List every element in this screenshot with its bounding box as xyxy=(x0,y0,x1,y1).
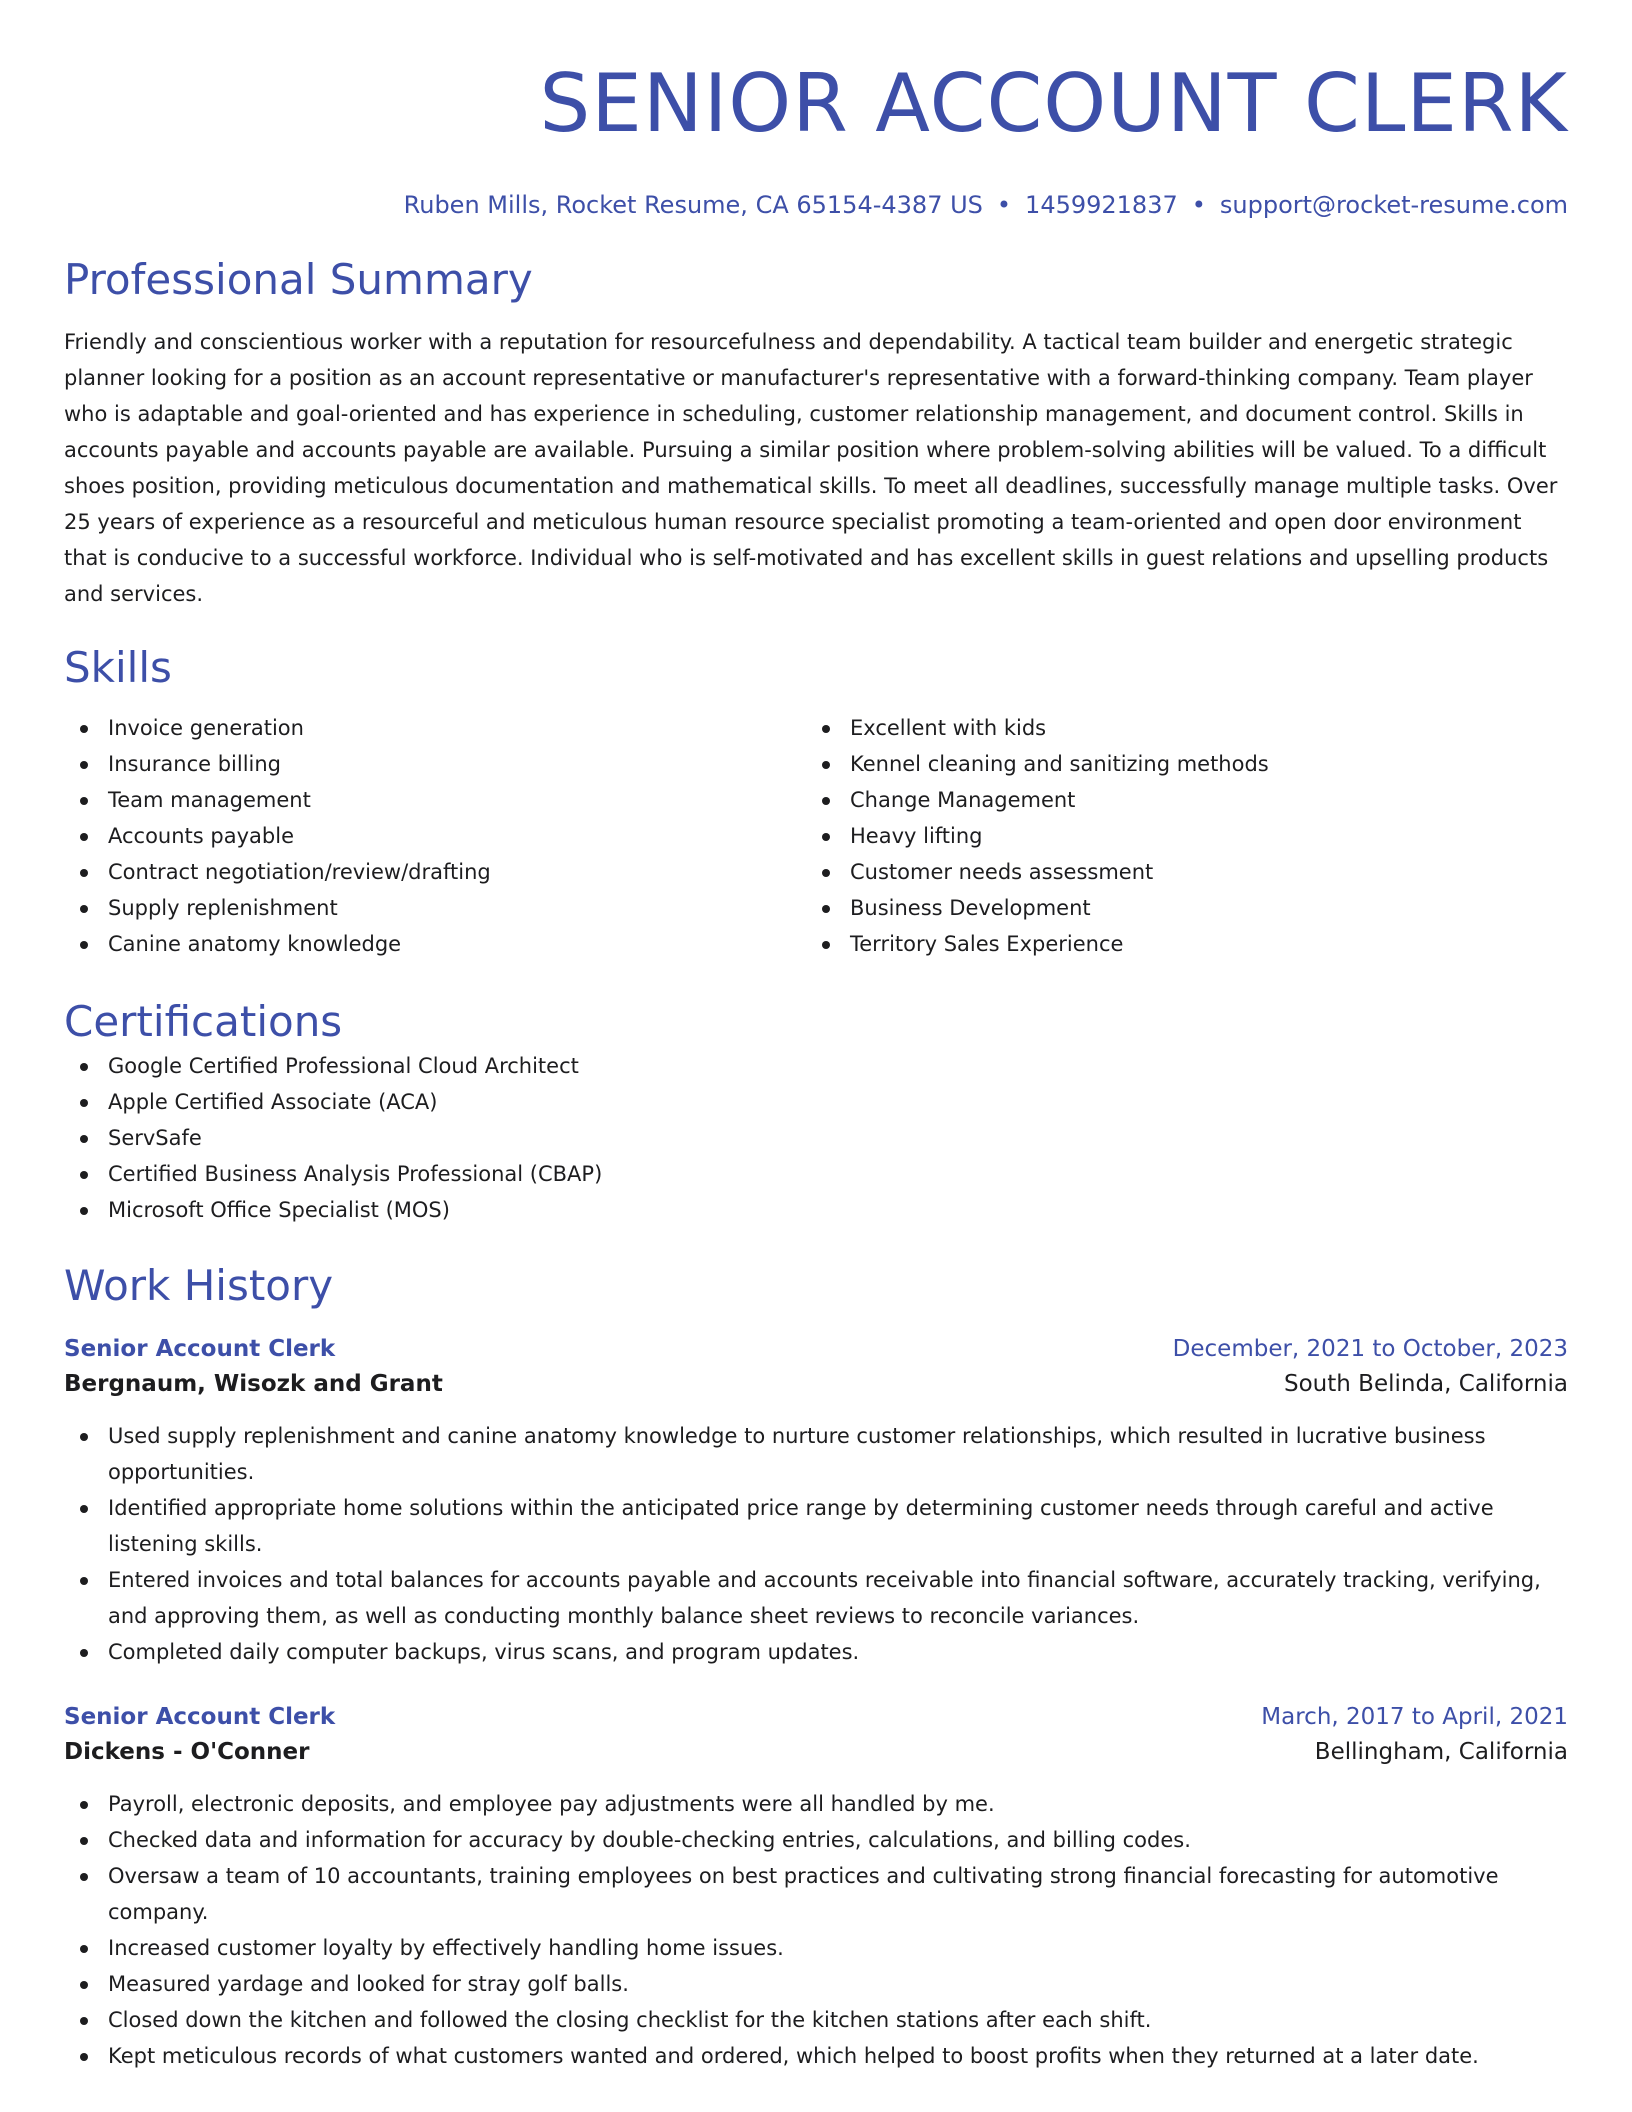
job-bullet: Payroll, electronic deposits, and employee pay adjustments were all handled by me. xyxy=(64,1786,1568,1822)
certifications-heading: Certifications xyxy=(64,997,343,1046)
professional-summary-heading: Professional Summary xyxy=(64,255,533,304)
job-entry xyxy=(64,1332,1568,1670)
skill-item: Insurance billing xyxy=(64,746,806,782)
contact-phone: 1459921837 xyxy=(1025,191,1178,219)
skill-item: Team management xyxy=(64,782,806,818)
job-title: Senior Account Clerk xyxy=(64,1336,336,1362)
skills-columns xyxy=(64,710,1568,962)
skill-item: Accounts payable xyxy=(64,818,806,854)
job-entry xyxy=(64,1700,1568,2074)
skill-item: Kennel cleaning and sanitizing methods xyxy=(806,746,1548,782)
job-company-row xyxy=(64,1366,1568,1402)
certification-item: Google Certified Professional Cloud Architect xyxy=(64,1048,1568,1084)
job-bullet: Identified appropriate home solutions within the anticipated price range by determining customer needs through careful and active listening skills. xyxy=(64,1490,1568,1562)
job-location: South Belinda, California xyxy=(1284,1371,1568,1397)
job-company-row xyxy=(64,1734,1568,1770)
skill-item: Contract negotiation/review/drafting xyxy=(64,854,806,890)
job-bullet: Oversaw a team of 10 accountants, training employees on best practices and cultivating strong financial forecasting for automotive company. xyxy=(64,1858,1568,1930)
job-bullets xyxy=(64,1786,1568,2074)
skills-heading: Skills xyxy=(64,643,172,692)
job-bullet: Increased customer loyalty by effectively handling home issues. xyxy=(64,1930,1568,1966)
job-header-row xyxy=(64,1700,1568,1734)
resume-title: SENIOR ACCOUNT CLERK xyxy=(539,57,1568,150)
job-bullet: Checked data and information for accuracy by double-checking entries, calculations, and billing codes. xyxy=(64,1822,1568,1858)
job-bullet: Measured yardage and looked for stray golf balls. xyxy=(64,1966,1568,2002)
job-bullet: Closed down the kitchen and followed the closing checklist for the kitchen stations after each shift. xyxy=(64,2002,1568,2038)
skills-list-right xyxy=(806,710,1548,962)
job-title: Senior Account Clerk xyxy=(64,1704,336,1730)
skill-item: Excellent with kids xyxy=(806,710,1548,746)
professional-summary-text: Friendly and conscientious worker with a reputation for resourcefulness and dependability. A tactical team builder and energetic strategic planner looking for a position as an account representative or manufacturer's representative with a forward-thinking company. Team player who is adaptable and goal-oriented and has experience in scheduling, customer relationship management, and document control. Skills in accounts payable and accounts payable are available. Pursuing a similar position where problem-solving abilities will be valued. To a difficult shoes position, providing meticulous documentation and mathematical skills. To meet all deadlines, successfully manage multiple tasks. Over 25 years of experience as a resourceful and meticulous human resource specialist promoting a team-oriented and open door environment that is conducive to a successful workforce. Individual who is self-motivated and has excellent skills in guest relations and upselling products and services. xyxy=(64,330,1558,606)
certification-item: Certified Business Analysis Professional (CBAP) xyxy=(64,1156,1568,1192)
skill-item: Supply replenishment xyxy=(64,890,806,926)
job-bullet: Used supply replenishment and canine anatomy knowledge to nurture customer relationships, which resulted in lucrative business opportunities. xyxy=(64,1418,1568,1490)
job-bullets xyxy=(64,1418,1568,1670)
job-bullet: Kept meticulous records of what customers wanted and ordered, which helped to boost profits when they returned at a later date. xyxy=(64,2038,1568,2074)
skill-item: Heavy lifting xyxy=(806,818,1548,854)
skill-item: Change Management xyxy=(806,782,1548,818)
job-header-row xyxy=(64,1332,1568,1366)
certification-item: Microsoft Office Specialist (MOS) xyxy=(64,1192,1568,1228)
skill-item: Canine anatomy knowledge xyxy=(64,926,806,962)
skill-item: Customer needs assessment xyxy=(806,854,1548,890)
contact-separator: • xyxy=(1191,191,1206,219)
skill-item: Business Development xyxy=(806,890,1548,926)
skills-list-left xyxy=(64,710,806,962)
job-company: Dickens - O'Conner xyxy=(64,1739,310,1765)
contact-email: support@rocket-resume.com xyxy=(1219,191,1568,219)
contact-address: Ruben Mills, Rocket Resume, CA 65154-4387 US xyxy=(403,191,983,219)
contact-line xyxy=(64,190,1568,220)
certification-item: Apple Certified Associate (ACA) xyxy=(64,1084,1568,1120)
work-history-heading: Work History xyxy=(64,1261,334,1310)
contact-separator: • xyxy=(996,191,1012,219)
job-bullet: Entered invoices and total balances for accounts payable and accounts receivable into financial software, accurately tracking, verifying, and approving them, as well as conducting monthly balance sheet reviews to reconcile variances. xyxy=(64,1562,1568,1634)
job-company: Bergnaum, Wisozk and Grant xyxy=(64,1371,443,1397)
certifications-list xyxy=(64,1048,1568,1228)
skill-item: Territory Sales Experience xyxy=(806,926,1548,962)
job-location: Bellingham, California xyxy=(1314,1739,1568,1765)
skill-item: Invoice generation xyxy=(64,710,806,746)
job-dates: December, 2021 to October, 2023 xyxy=(1172,1336,1568,1362)
certification-item: ServSafe xyxy=(64,1120,1568,1156)
job-bullet: Completed daily computer backups, virus scans, and program updates. xyxy=(64,1634,1568,1670)
job-dates: March, 2017 to April, 2021 xyxy=(1261,1704,1568,1730)
